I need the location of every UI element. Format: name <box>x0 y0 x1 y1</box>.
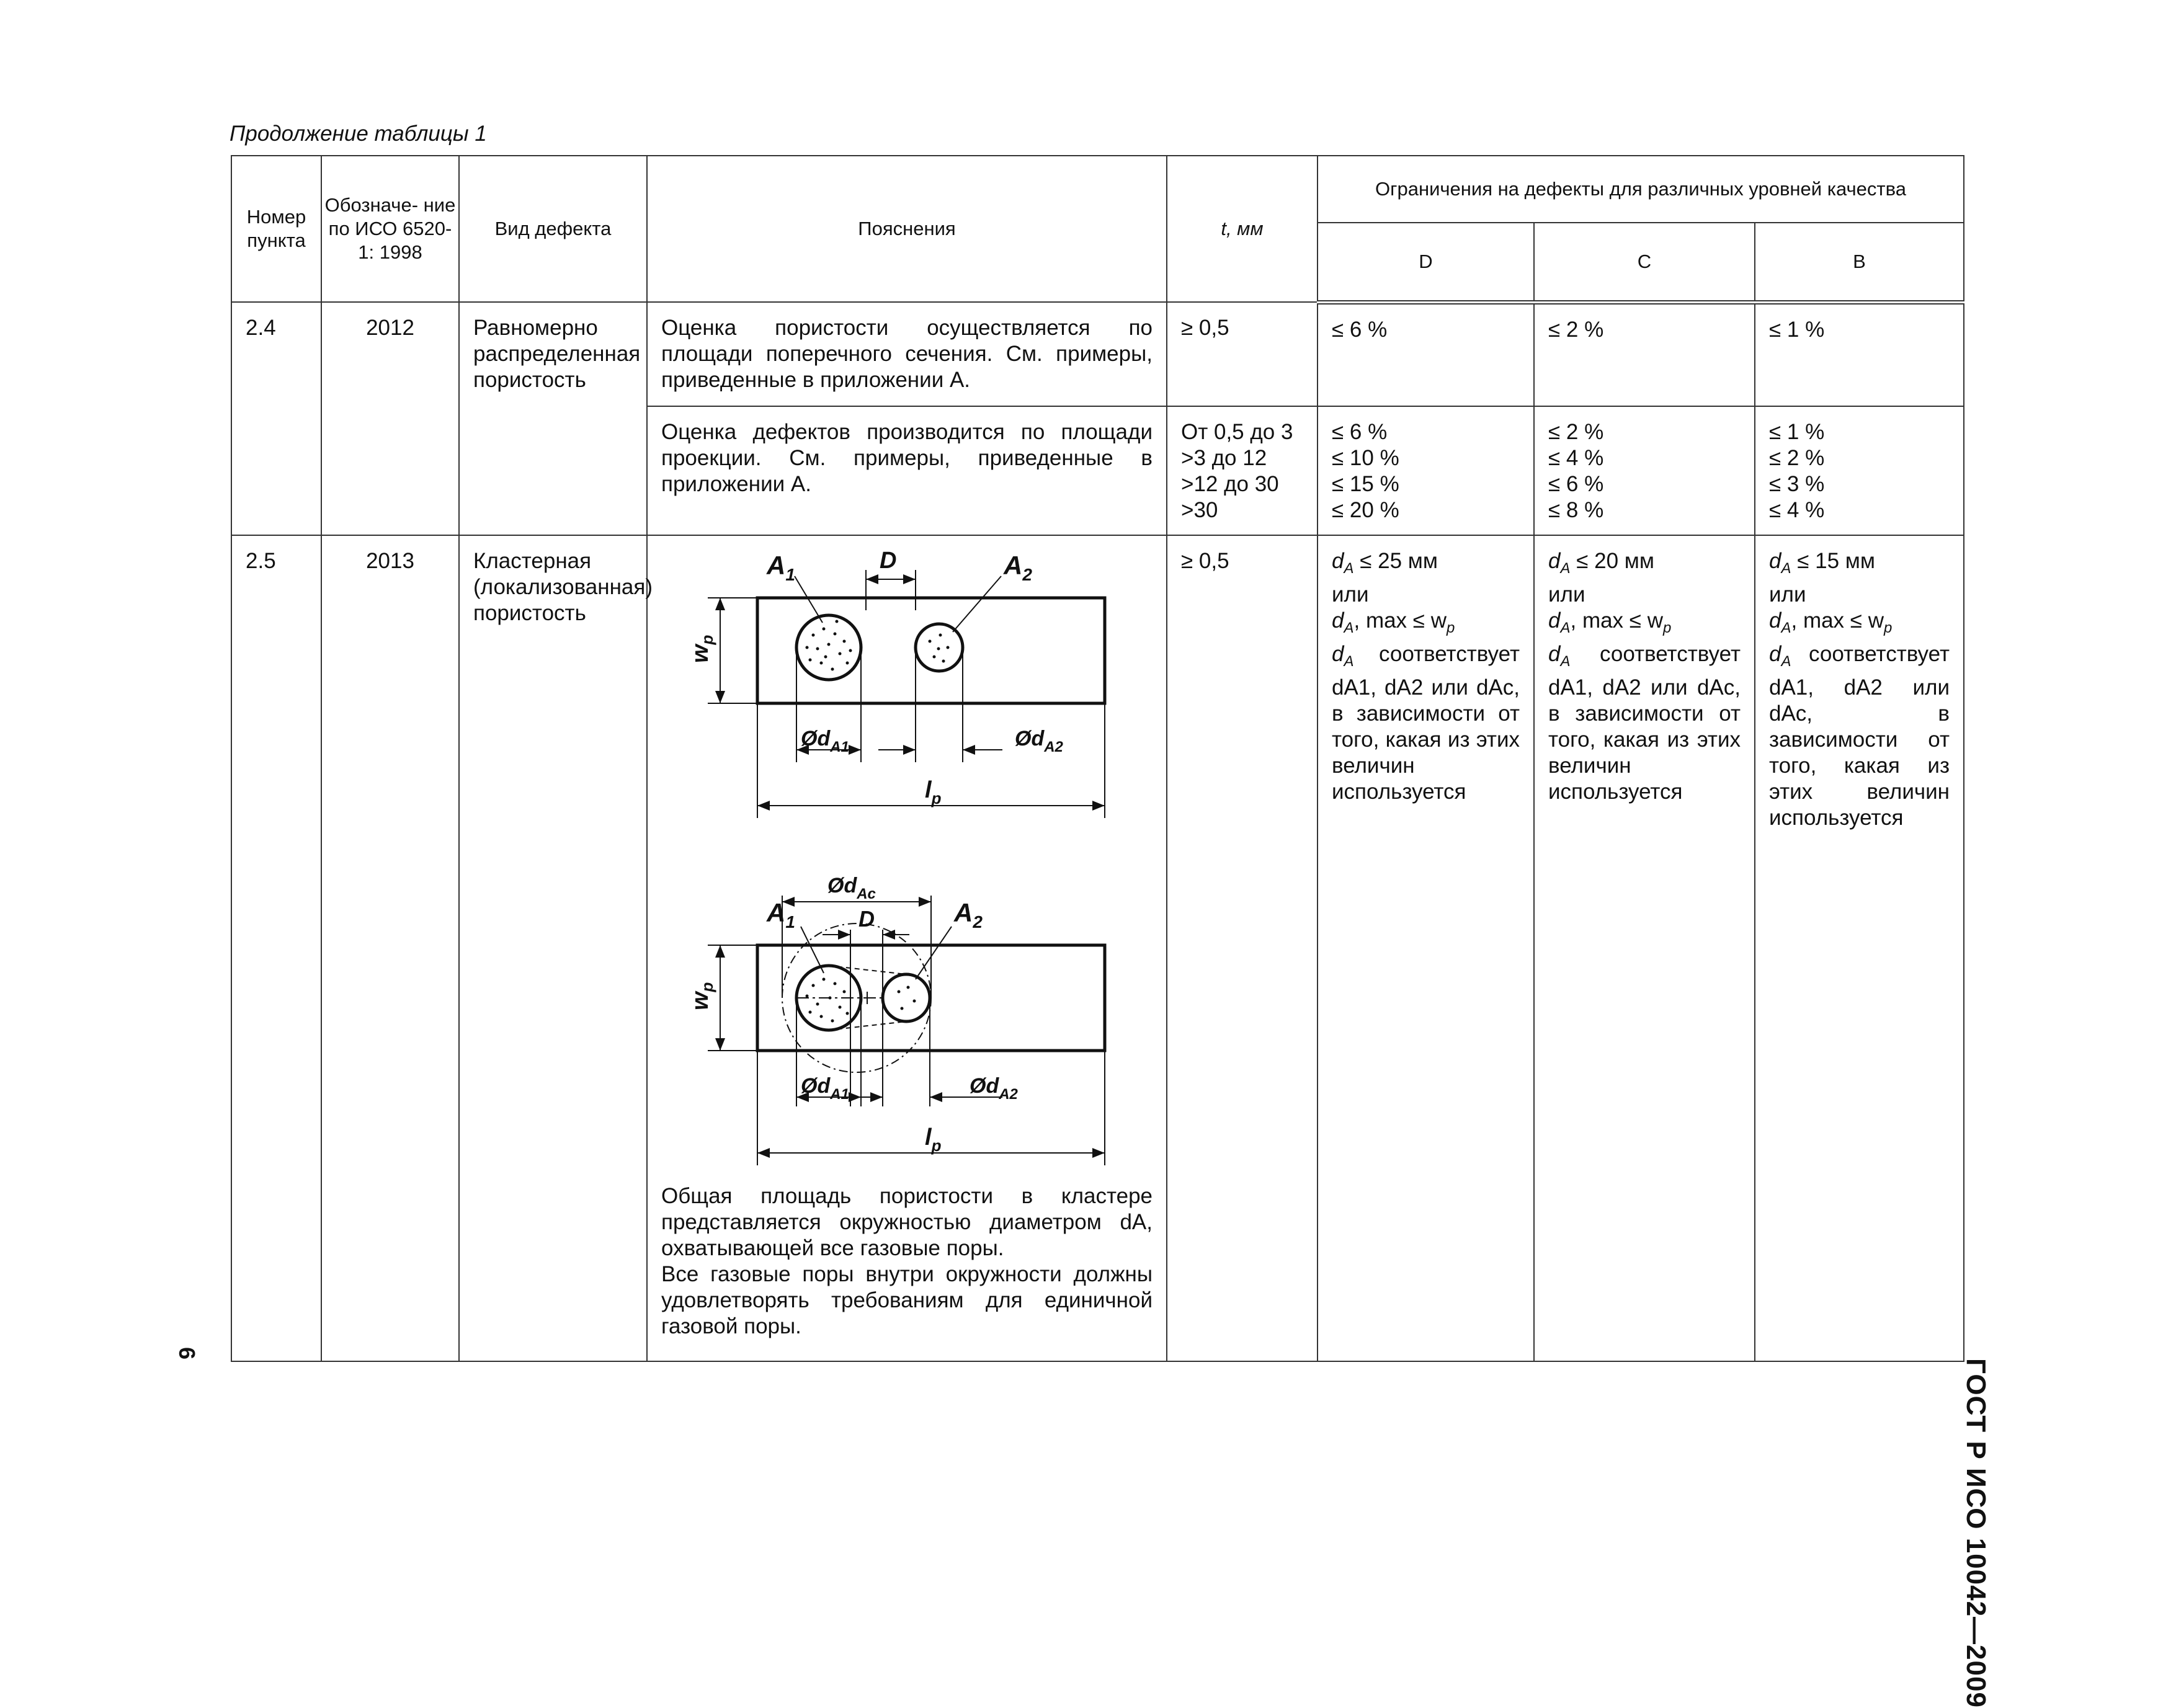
row-limit-d: ≤ 6 % <box>1318 302 1534 406</box>
thickness-range: От 0,5 до 3 <box>1181 420 1293 444</box>
limit-value: ≤ 20 % <box>1332 498 1399 522</box>
header-number: Номер пункта <box>231 156 321 302</box>
limit-text: соответствует dA1, dA2 или dAc, в зависимости от того, какая из этих величин используется <box>1548 642 1741 804</box>
header-level-c: C <box>1534 223 1755 302</box>
label-dac: $Ød_{Ac}$ <box>827 874 876 902</box>
limit-value: ≤ 4 % <box>1769 498 1825 522</box>
limit-value: ≤ 15 % <box>1332 472 1399 496</box>
limit-text: соответствует dA1, dA2 или dAc, в зависимости от того, какая из этих величин используется <box>1332 642 1520 804</box>
label-d: D <box>880 548 897 574</box>
defect-table <box>231 155 1964 1362</box>
label-a1: $A_1$ <box>767 551 795 584</box>
limit-da: ≤ 20 мм <box>1576 549 1654 573</box>
limit-value: ≤ 1 % <box>1769 420 1825 444</box>
label-a1-2: $A_1$ <box>767 898 795 932</box>
thickness-range: >30 <box>1181 498 1218 522</box>
limit-da: ≤ 25 мм <box>1360 549 1438 573</box>
row-number: 2.5 <box>231 535 321 1361</box>
row-limits-c <box>1534 406 1755 535</box>
header-limits: Ограничения на дефекты для различных уровней качества <box>1318 156 1964 223</box>
limit-or: или <box>1548 582 1585 607</box>
cluster-porosity-figure <box>661 542 1153 1181</box>
limit-text: соответствует dA1, dA2 или dAc, в зависимости от того, какая из этих величин используется <box>1769 642 1950 830</box>
header-level-b: B <box>1755 223 1964 302</box>
limit-value: ≤ 6 % <box>1548 472 1604 496</box>
label-a2-2: $A_2$ <box>954 898 983 932</box>
header-level-d: D <box>1318 223 1534 302</box>
limit-max: max ≤ w <box>1803 608 1884 633</box>
weld-plate-rect <box>757 598 1105 703</box>
row-explanation: Оценка пористости осуществляется по площади поперечного сечения. См. примеры, приведенные в приложении А. <box>647 302 1167 406</box>
table-caption: Продолжение таблицы 1 <box>230 122 487 146</box>
label-da2: $Ød_{A2}$ <box>1015 727 1063 755</box>
label-da2-2: $Ød_{A2}$ <box>970 1074 1018 1103</box>
limit-value: ≤ 6 % <box>1332 420 1388 444</box>
cluster-explanation-1: Общая площадь пористости в кластере представляется окружностью диаметром dA, охватывающей все газовые поры. <box>661 1184 1153 1260</box>
label-a2: $A_2$ <box>1004 551 1032 584</box>
limit-value: ≤ 10 % <box>1332 446 1399 470</box>
label-lp: $l_p$ <box>925 777 942 807</box>
label-da1-2: $Ød_{A1}$ <box>801 1074 849 1103</box>
table-row <box>231 535 1964 1361</box>
row-limits-d <box>1318 406 1534 535</box>
thickness-range: >12 до 30 <box>1181 472 1279 496</box>
row-limits-b <box>1755 406 1964 535</box>
row-iso-code: 2013 <box>321 535 459 1361</box>
page-number: 6 <box>174 1347 200 1360</box>
pore-a2-circle-2 <box>883 974 930 1021</box>
thickness-range: >3 до 12 <box>1181 446 1267 470</box>
row-number: 2.4 <box>231 302 321 535</box>
table-row <box>231 302 1964 406</box>
header-thickness: t, мм <box>1167 156 1318 302</box>
row-explanation: Оценка дефектов производится по площади проекции. См. примеры, приведенные в приложении А. <box>647 406 1167 535</box>
label-lp-2: $l_p$ <box>925 1124 942 1155</box>
row-thickness: ≥ 0,5 <box>1167 302 1318 406</box>
row-thickness: ≥ 0,5 <box>1167 535 1318 1361</box>
limit-max: max ≤ w <box>1582 608 1663 633</box>
side-standard-title: ГОСТ Р ИСО 10042—2009 <box>1961 1358 1991 1708</box>
row-limit-d: $d_A \le 25$ мм или $d_A$, $\max \le w_p$ $d_A$ соответствует dA1, dA2 или dAc, в зависимости от того, какая из этих величин используется <box>1318 535 1534 1361</box>
limit-value: ≤ 4 % <box>1548 446 1604 470</box>
label-d-2: D <box>858 906 875 932</box>
row-limit-b: ≤ 1 % <box>1755 302 1964 406</box>
label-da1: $Ød_{A1}$ <box>801 727 849 755</box>
limit-or: или <box>1332 582 1369 607</box>
limit-value: ≤ 3 % <box>1769 472 1825 496</box>
limit-value: ≤ 2 % <box>1769 446 1825 470</box>
row-limit-c: ≤ 2 % <box>1534 302 1755 406</box>
label-wp: $w_p$ <box>687 634 716 663</box>
header-explanations: Пояснения <box>647 156 1167 302</box>
row-iso-code: 2012 <box>321 302 459 535</box>
cluster-explanation-2: Все газовые поры внутри окружности должны удовлетворять требованиям для единичной газовой поры. <box>661 1262 1153 1338</box>
limit-value: ≤ 2 % <box>1548 420 1604 444</box>
limit-da: ≤ 15 мм <box>1797 549 1875 573</box>
row-limit-c: $d_A \le 20$ мм или $d_A$, $\max \le w_p$ $d_A$ соответствует dA1, dA2 или dAc, в зависимости от того, какая из этих величин используется <box>1534 535 1755 1361</box>
row-thickness-ranges <box>1167 406 1318 535</box>
header-iso: Обозначе- ние по ИСО 6520-1: 1998 <box>321 156 459 302</box>
limit-or: или <box>1769 582 1806 607</box>
label-wp-2: $w_p$ <box>687 982 716 1010</box>
limit-max: max ≤ w <box>1365 608 1447 633</box>
row-defect-type: Равномерно распределенная пористость <box>459 302 647 535</box>
row-explanation-cell <box>647 535 1167 1361</box>
row-defect-type: Кластерная (локализованная) пористость <box>459 535 647 1361</box>
row-limit-b: $d_A \le 15$ мм или $d_A$, $\max \le w_p$ $d_A$ соответствует dA1, dA2 или dAc, в зависимости от того, какая из этих величин используется <box>1755 535 1964 1361</box>
limit-value: ≤ 8 % <box>1548 498 1604 522</box>
header-defect-type: Вид дефекта <box>459 156 647 302</box>
